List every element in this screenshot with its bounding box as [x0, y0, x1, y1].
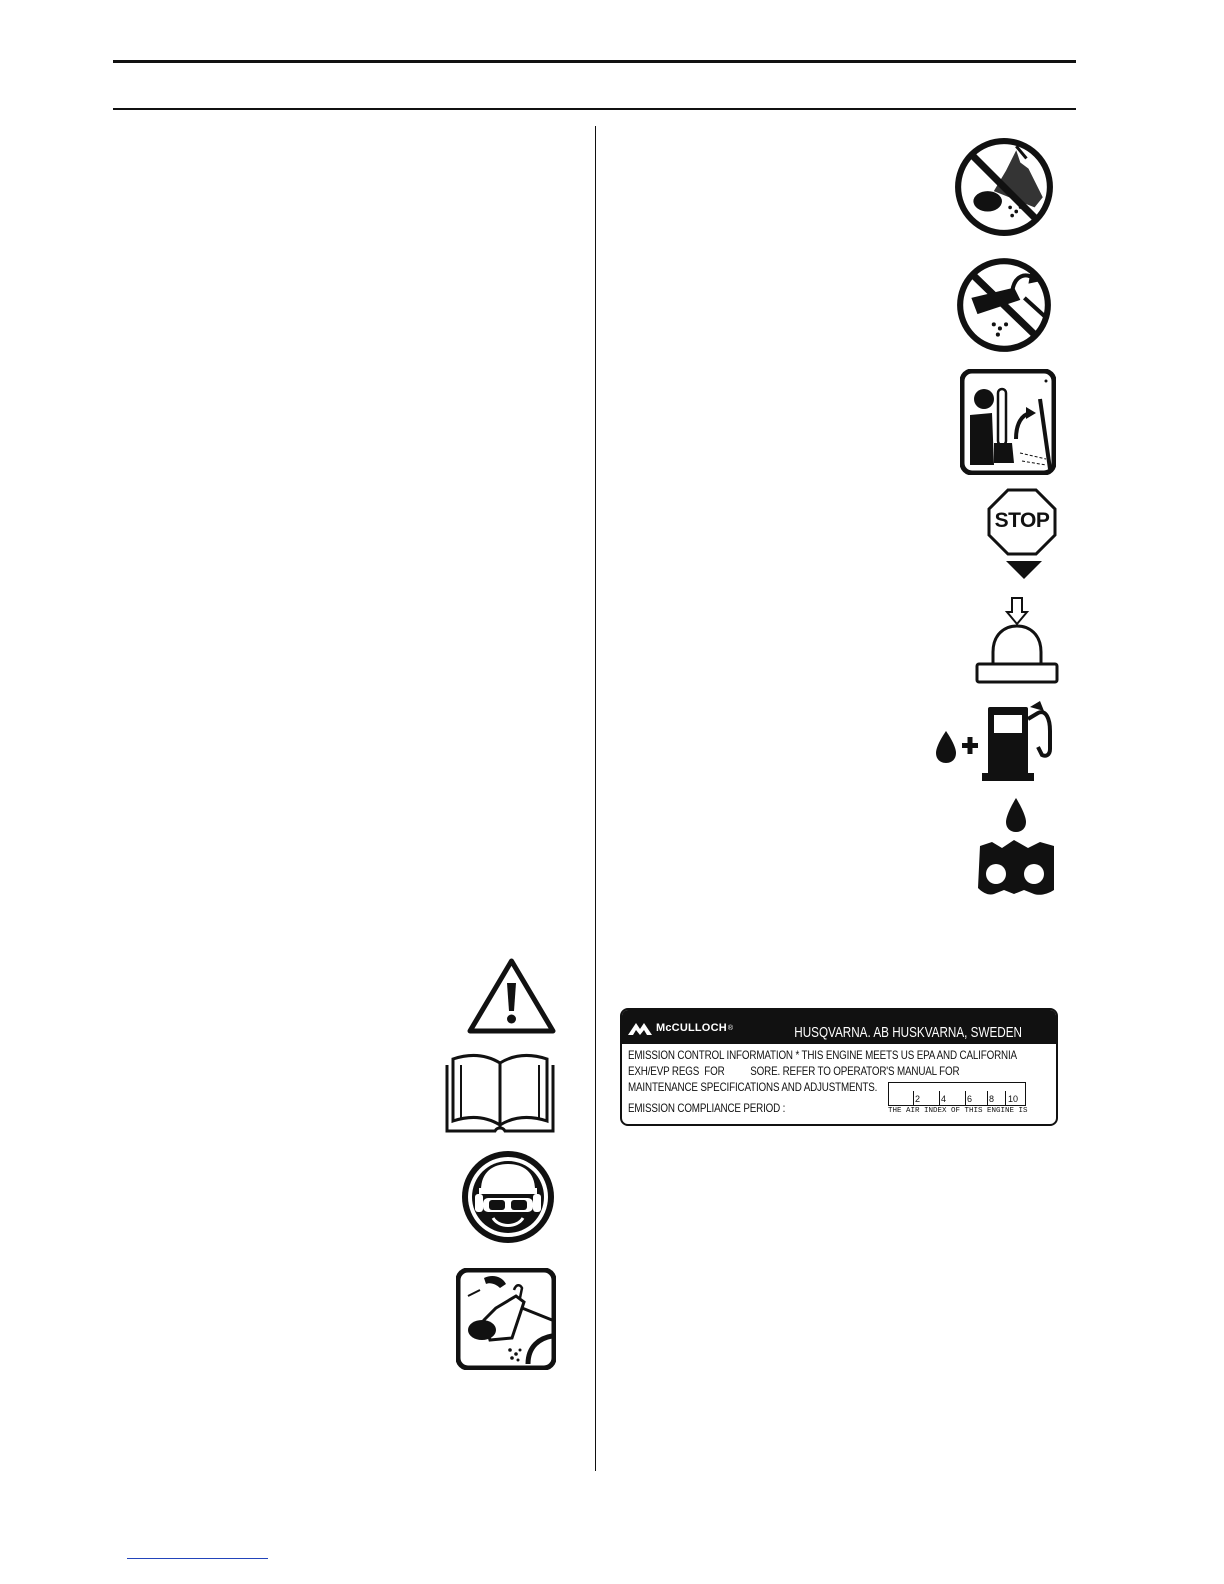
air-index-text: THE AIR INDEX OF THIS ENGINE IS — [888, 1107, 1028, 1115]
footer-link-underline — [127, 1558, 268, 1559]
mcculloch-logo — [628, 1018, 733, 1038]
air-index-8: 8 — [989, 1094, 995, 1104]
emission-label-header — [622, 1010, 1056, 1044]
kickback-zone-icon — [960, 369, 1056, 475]
emission-line-1: EMISSION CONTROL INFORMATION * THIS ENGINE MEETS US EPA AND CALIFORNIA — [628, 1048, 1017, 1062]
header-rule-top — [113, 60, 1076, 63]
air-index-6: 6 — [967, 1094, 973, 1104]
no-one-hand-operation-icon — [953, 136, 1055, 238]
emission-line-2: EXH/EVP REGS FOR SORE. REFER TO OPERATOR'S MANUAL FOR — [628, 1064, 960, 1078]
air-index-10: 10 — [1008, 1094, 1019, 1104]
no-kickback-contact-icon — [953, 257, 1055, 353]
protective-equipment-icon — [459, 1148, 557, 1246]
warning-triangle-icon — [466, 957, 557, 1035]
primer-bulb-icon — [975, 596, 1059, 686]
emission-control-label — [620, 1008, 1058, 1126]
header-rule-bottom — [113, 108, 1076, 110]
stop-sign-text: STOP — [994, 509, 1050, 532]
column-divider — [595, 126, 596, 1471]
down-triangle-icon — [1006, 561, 1042, 579]
air-index-4: 4 — [941, 1094, 947, 1104]
air-index-scale — [888, 1082, 1026, 1106]
two-hand-operation-icon — [456, 1268, 556, 1370]
fuel-oil-mix-icon — [934, 697, 1058, 783]
air-index-2: 2 — [915, 1094, 921, 1104]
read-manual-icon — [443, 1051, 557, 1133]
manufacturer-text: HUSQVARNA. AB HUSKVARNA, SWEDEN — [794, 1024, 1022, 1041]
mcculloch-logo-mark-icon — [628, 1021, 652, 1035]
brand-registered-mark: ® — [727, 1024, 734, 1032]
stop-sign-icon — [987, 488, 1057, 556]
emission-line-4: EMISSION COMPLIANCE PERIOD : — [628, 1101, 786, 1115]
chain-oil-icon — [974, 796, 1058, 898]
brand-name: McCULLOCH — [656, 1022, 727, 1034]
emission-line-3: MAINTENANCE SPECIFICATIONS AND ADJUSTMENTS. — [628, 1080, 878, 1094]
